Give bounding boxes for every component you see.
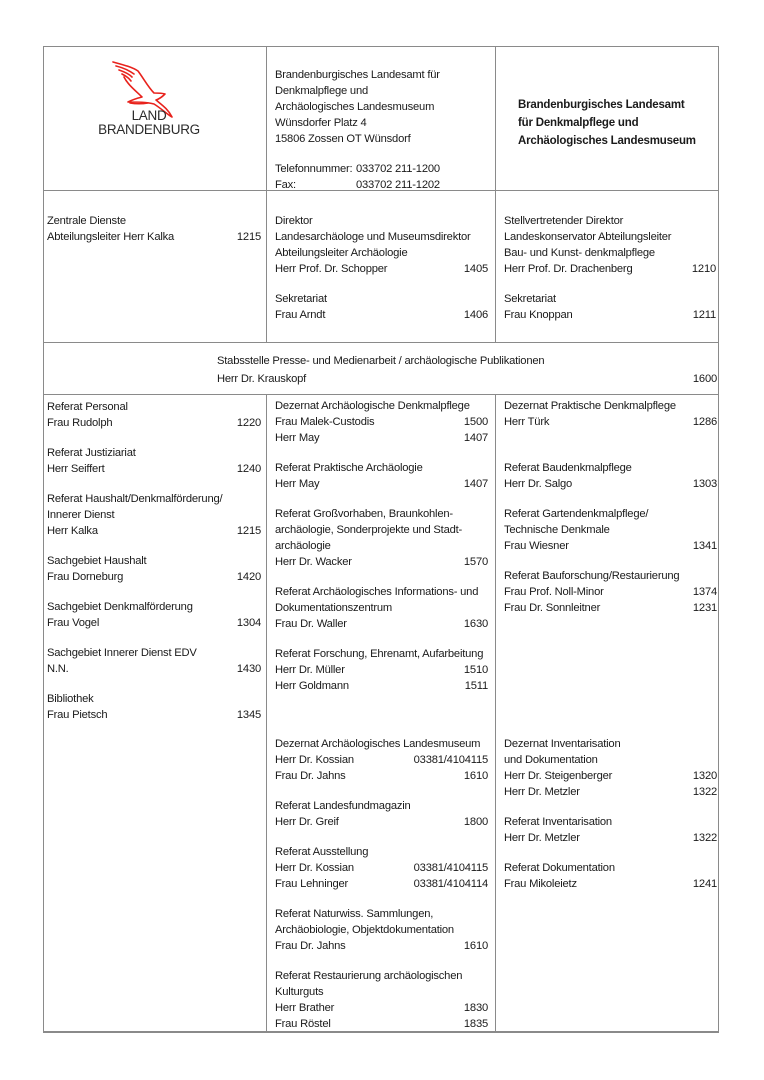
divider-leadership xyxy=(43,342,719,343)
title-line: Archäologisches Landesmuseum xyxy=(518,135,696,147)
person-row xyxy=(47,461,261,477)
extension: 1215 xyxy=(236,525,261,537)
extension: 1610 xyxy=(463,940,488,952)
unit-title: Referat Gartendenkmalpflege/ xyxy=(504,508,649,520)
person-name: Herr Türk xyxy=(504,416,550,428)
unit-block xyxy=(275,798,488,830)
person-row xyxy=(504,876,717,892)
person-name: Frau Dr. Sonnleitner xyxy=(504,602,601,614)
unit-title: Bibliothek xyxy=(47,693,94,705)
director-block xyxy=(275,213,488,323)
extension: 1500 xyxy=(463,416,488,428)
unit-title: Referat Großvorhaben, Braunkohlen- xyxy=(275,508,453,520)
person-row xyxy=(504,584,717,600)
unit-title: Dezernat Inventarisation xyxy=(504,738,621,750)
extension: 1304 xyxy=(236,617,261,629)
divider-col2-bottom xyxy=(495,394,496,1033)
person-name: N.N. xyxy=(47,663,69,675)
unit-title: Sachgebiet Innerer Dienst EDV xyxy=(47,647,197,659)
unit-block xyxy=(275,398,488,446)
person-row xyxy=(275,662,488,678)
unit-block xyxy=(47,445,261,477)
unit-title: Sachgebiet Denkmalförderung xyxy=(47,601,193,613)
address-line: Archäologisches Landesmuseum xyxy=(275,101,435,113)
extension: 03381/4104114 xyxy=(413,878,488,890)
logo-block xyxy=(44,47,266,190)
unit-block xyxy=(47,399,261,431)
person-row xyxy=(275,1000,488,1016)
unit-title: Referat Landesfundmagazin xyxy=(275,800,411,812)
unit-block xyxy=(47,691,261,723)
address-line: 15806 Zossen OT Wünsdorf xyxy=(275,133,411,145)
logo-line2: BRANDENBURG xyxy=(98,122,200,137)
person-name: Herr Dr. Salgo xyxy=(504,478,573,490)
unit-title: Archäobiologie, Objektdokumentation xyxy=(275,924,454,936)
unit-title: Referat Personal xyxy=(47,401,128,413)
person-row xyxy=(275,814,488,830)
address-line: Denkmalpflege und xyxy=(275,85,368,97)
person-row xyxy=(275,430,488,446)
person-row xyxy=(275,860,488,876)
person-name: Frau Prof. Noll-Minor xyxy=(504,586,604,598)
person-row xyxy=(275,616,488,632)
deputy-director-block xyxy=(504,213,716,323)
extension: 1240 xyxy=(236,463,261,475)
extension: 1211 xyxy=(692,309,716,321)
unit-title: Referat Dokumentation xyxy=(504,862,615,874)
unit-block xyxy=(275,460,488,492)
person-row xyxy=(275,414,488,430)
person-name: Herr Prof. Dr. Schopper xyxy=(275,263,388,275)
unit-title: Kulturguts xyxy=(275,986,324,998)
extension: 1303 xyxy=(692,478,717,490)
person-name: Herr Prof. Dr. Drachenberg xyxy=(504,263,633,275)
unit-block xyxy=(504,814,717,846)
extension: 1610 xyxy=(463,770,488,782)
divider-staff-unit xyxy=(43,394,719,395)
unit-title: Bau- und Kunst- denkmalpflege xyxy=(504,247,655,259)
address-line: Brandenburgisches Landesamt für xyxy=(275,69,440,81)
person-name: Herr Dr. Kossian xyxy=(275,754,354,766)
unit-title: Stellvertretender Direktor xyxy=(504,215,624,227)
person-row xyxy=(504,830,717,846)
person-row xyxy=(504,768,717,784)
phone-row xyxy=(275,161,490,177)
unit-block xyxy=(504,460,717,492)
address-block xyxy=(275,67,490,193)
unit-title: Referat Bauforschung/Restaurierung xyxy=(504,570,680,582)
person-row xyxy=(47,415,261,431)
person-row xyxy=(275,938,488,954)
person-row xyxy=(275,752,488,768)
extension: 1511 xyxy=(464,680,488,692)
extension: 1407 xyxy=(463,478,488,490)
phone-label: Telefonnummer: xyxy=(275,163,353,175)
extension: 1430 xyxy=(236,663,261,675)
extension: 1407 xyxy=(463,432,488,444)
extension: 1570 xyxy=(463,556,488,568)
unit-title: archäologie, Sonderprojekte und Stadt- xyxy=(275,524,463,536)
extension: 1800 xyxy=(463,816,488,828)
unit-title: Referat Restaurierung archäologischen xyxy=(275,970,463,982)
unit-block xyxy=(504,568,717,616)
person-name: Herr Seiffert xyxy=(47,463,105,475)
person-name: Herr Dr. Metzler xyxy=(504,786,580,798)
person-name: Herr May xyxy=(275,478,320,490)
unit-title: und Dokumentation xyxy=(504,754,598,766)
unit-title: Abteilungsleiter Archäologie xyxy=(275,247,408,259)
person-name: Herr Dr. Müller xyxy=(275,664,345,676)
person-name: Herr Brather xyxy=(275,1002,335,1014)
unit-title: Direktor xyxy=(275,215,313,227)
person-row xyxy=(504,476,717,492)
person-row xyxy=(504,261,716,277)
extension: 1241 xyxy=(692,878,717,890)
person-row xyxy=(217,370,717,388)
person-name: Herr Dr. Kossian xyxy=(275,862,354,874)
unit-block xyxy=(275,736,488,784)
unit-title: Technische Denkmale xyxy=(504,524,610,536)
press-staff-unit xyxy=(217,352,717,388)
person-row xyxy=(504,307,716,323)
title-line: für Denkmalpflege und xyxy=(518,117,639,129)
unit-title: Innerer Dienst xyxy=(47,509,115,521)
person-row xyxy=(504,414,717,430)
extension: 1345 xyxy=(236,709,261,721)
person-name: Herr Dr. Steigenberger xyxy=(504,770,613,782)
unit-title: Sekretariat xyxy=(275,293,327,305)
unit-block xyxy=(504,506,717,554)
unit-title: Dokumentationszentrum xyxy=(275,602,393,614)
person-row xyxy=(47,707,261,723)
person-name: Frau Vogel xyxy=(47,617,100,629)
unit-title: Referat Inventarisation xyxy=(504,816,612,828)
person-row xyxy=(275,554,488,570)
unit-block xyxy=(504,398,717,430)
person-row xyxy=(504,784,717,800)
person-name: Frau Knoppan xyxy=(504,309,573,321)
person-row xyxy=(275,307,488,323)
person-row xyxy=(47,661,261,677)
unit-title: Referat Forschung, Ehrenamt, Aufarbeitung xyxy=(275,648,484,660)
column-inventory xyxy=(504,736,717,892)
person-name: Frau Röstel xyxy=(275,1018,331,1030)
extension: 1630 xyxy=(463,618,488,630)
fax-row xyxy=(275,177,490,193)
extension: 1231 xyxy=(692,602,717,614)
unit-title: Referat Praktische Archäologie xyxy=(275,462,423,474)
logo-line1: LAND xyxy=(131,108,167,123)
unit-block xyxy=(504,860,717,892)
unit-title: Referat Haushalt/Denkmalförderung/ xyxy=(47,493,223,505)
divider-col1-top xyxy=(266,46,267,342)
unit-title: Stabsstelle Presse- und Medienarbeit / archäologische Publikationen xyxy=(217,355,545,367)
person-name: Herr Dr. Wacker xyxy=(275,556,352,568)
extension: 1215 xyxy=(236,231,261,243)
person-name: Herr Dr. Greif xyxy=(275,816,339,828)
extension: 1341 xyxy=(692,540,717,552)
extension: 1210 xyxy=(691,263,716,275)
extension: 1220 xyxy=(236,417,261,429)
institution-title xyxy=(518,96,718,150)
title-line: Brandenburgisches Landesamt xyxy=(518,99,685,111)
unit-title: Dezernat Archäologische Denkmalpflege xyxy=(275,400,470,412)
unit-title: Referat Baudenkmalpflege xyxy=(504,462,632,474)
person-name: Frau Malek-Custodis xyxy=(275,416,375,428)
person-row xyxy=(275,1016,488,1032)
person-row xyxy=(275,476,488,492)
unit-title: Sachgebiet Haushalt xyxy=(47,555,147,567)
extension: 1835 xyxy=(463,1018,488,1030)
divider-col1-bottom xyxy=(266,394,267,1033)
extension: 1322 xyxy=(692,786,717,798)
person-row xyxy=(504,600,717,616)
unit-block xyxy=(47,645,261,677)
unit-block xyxy=(47,599,261,631)
unit-block xyxy=(47,553,261,585)
unit-title: Landeskonservator Abteilungsleiter xyxy=(504,231,672,243)
unit-block xyxy=(275,844,488,892)
person-name: Herr Kalka xyxy=(47,525,98,537)
address-line: Wünsdorfer Platz 4 xyxy=(275,117,367,129)
person-name: Frau Wiesner xyxy=(504,540,569,552)
unit-block xyxy=(47,491,261,539)
extension: 1322 xyxy=(692,832,717,844)
extension: 03381/4104115 xyxy=(413,862,488,874)
person-name: Herr Dr. Krauskopf xyxy=(217,373,307,385)
person-name: Frau Dr. Jahns xyxy=(275,770,346,782)
unit-block xyxy=(275,506,488,570)
column-practical-heritage xyxy=(504,398,717,616)
extension: 03381/4104115 xyxy=(413,754,488,766)
extension: 1286 xyxy=(692,416,717,428)
phone-value: 033702 211-1200 xyxy=(356,163,440,175)
extension: 1420 xyxy=(236,571,261,583)
person-row xyxy=(275,876,488,892)
unit-title: Dezernat Archäologisches Landesmuseum xyxy=(275,738,481,750)
person-name: Herr Goldmann xyxy=(275,680,349,692)
unit-title: Referat Justiziariat xyxy=(47,447,136,459)
unit-block xyxy=(275,906,488,954)
unit-title: Referat Ausstellung xyxy=(275,846,369,858)
person-name: Frau Dorneburg xyxy=(47,571,124,583)
extension: 1600 xyxy=(692,373,717,385)
unit-block xyxy=(504,736,717,800)
extension: 1830 xyxy=(463,1002,488,1014)
unit-title: Sekretariat xyxy=(504,293,556,305)
person-name: Frau Pietsch xyxy=(47,709,108,721)
extension: 1320 xyxy=(692,770,717,782)
column-archaeological-heritage xyxy=(275,398,488,694)
person-name: Abteilungsleiter Herr Kalka xyxy=(47,231,175,243)
extension: 1405 xyxy=(463,263,488,275)
unit-title: Referat Archäologisches Informations- und xyxy=(275,586,479,598)
fax-value: 033702 211-1202 xyxy=(356,179,440,191)
person-row xyxy=(47,569,261,585)
person-name: Frau Lehninger xyxy=(275,878,349,890)
unit-block xyxy=(275,646,488,694)
person-name: Frau Dr. Jahns xyxy=(275,940,346,952)
person-name: Herr Dr. Metzler xyxy=(504,832,580,844)
person-row xyxy=(275,678,488,694)
person-row xyxy=(504,538,717,554)
unit-title: Zentrale Dienste xyxy=(47,215,126,227)
central-services xyxy=(47,213,261,245)
person-row xyxy=(47,615,261,631)
person-name: Frau Rudolph xyxy=(47,417,113,429)
extension: 1374 xyxy=(692,586,717,598)
person-row xyxy=(47,523,261,539)
person-row xyxy=(275,261,488,277)
unit-block xyxy=(275,584,488,632)
person-name: Frau Dr. Waller xyxy=(275,618,347,630)
person-row xyxy=(275,768,488,784)
unit-block xyxy=(275,968,488,1032)
unit-title: Dezernat Praktische Denkmalpflege xyxy=(504,400,676,412)
person-name: Frau Arndt xyxy=(275,309,326,321)
column-central-services xyxy=(47,399,261,723)
extension: 1510 xyxy=(463,664,488,676)
unit-title: Referat Naturwiss. Sammlungen, xyxy=(275,908,434,920)
person-name: Frau Mikoleietz xyxy=(504,878,577,890)
person-row xyxy=(47,229,261,245)
unit-title: archäologie xyxy=(275,540,331,552)
person-name: Herr May xyxy=(275,432,320,444)
extension: 1406 xyxy=(463,309,488,321)
column-state-museum xyxy=(275,736,488,1032)
unit-title: Landesarchäologe und Museumsdirektor xyxy=(275,231,471,243)
divider-col2-top xyxy=(495,46,496,342)
fax-label: Fax: xyxy=(275,179,296,191)
